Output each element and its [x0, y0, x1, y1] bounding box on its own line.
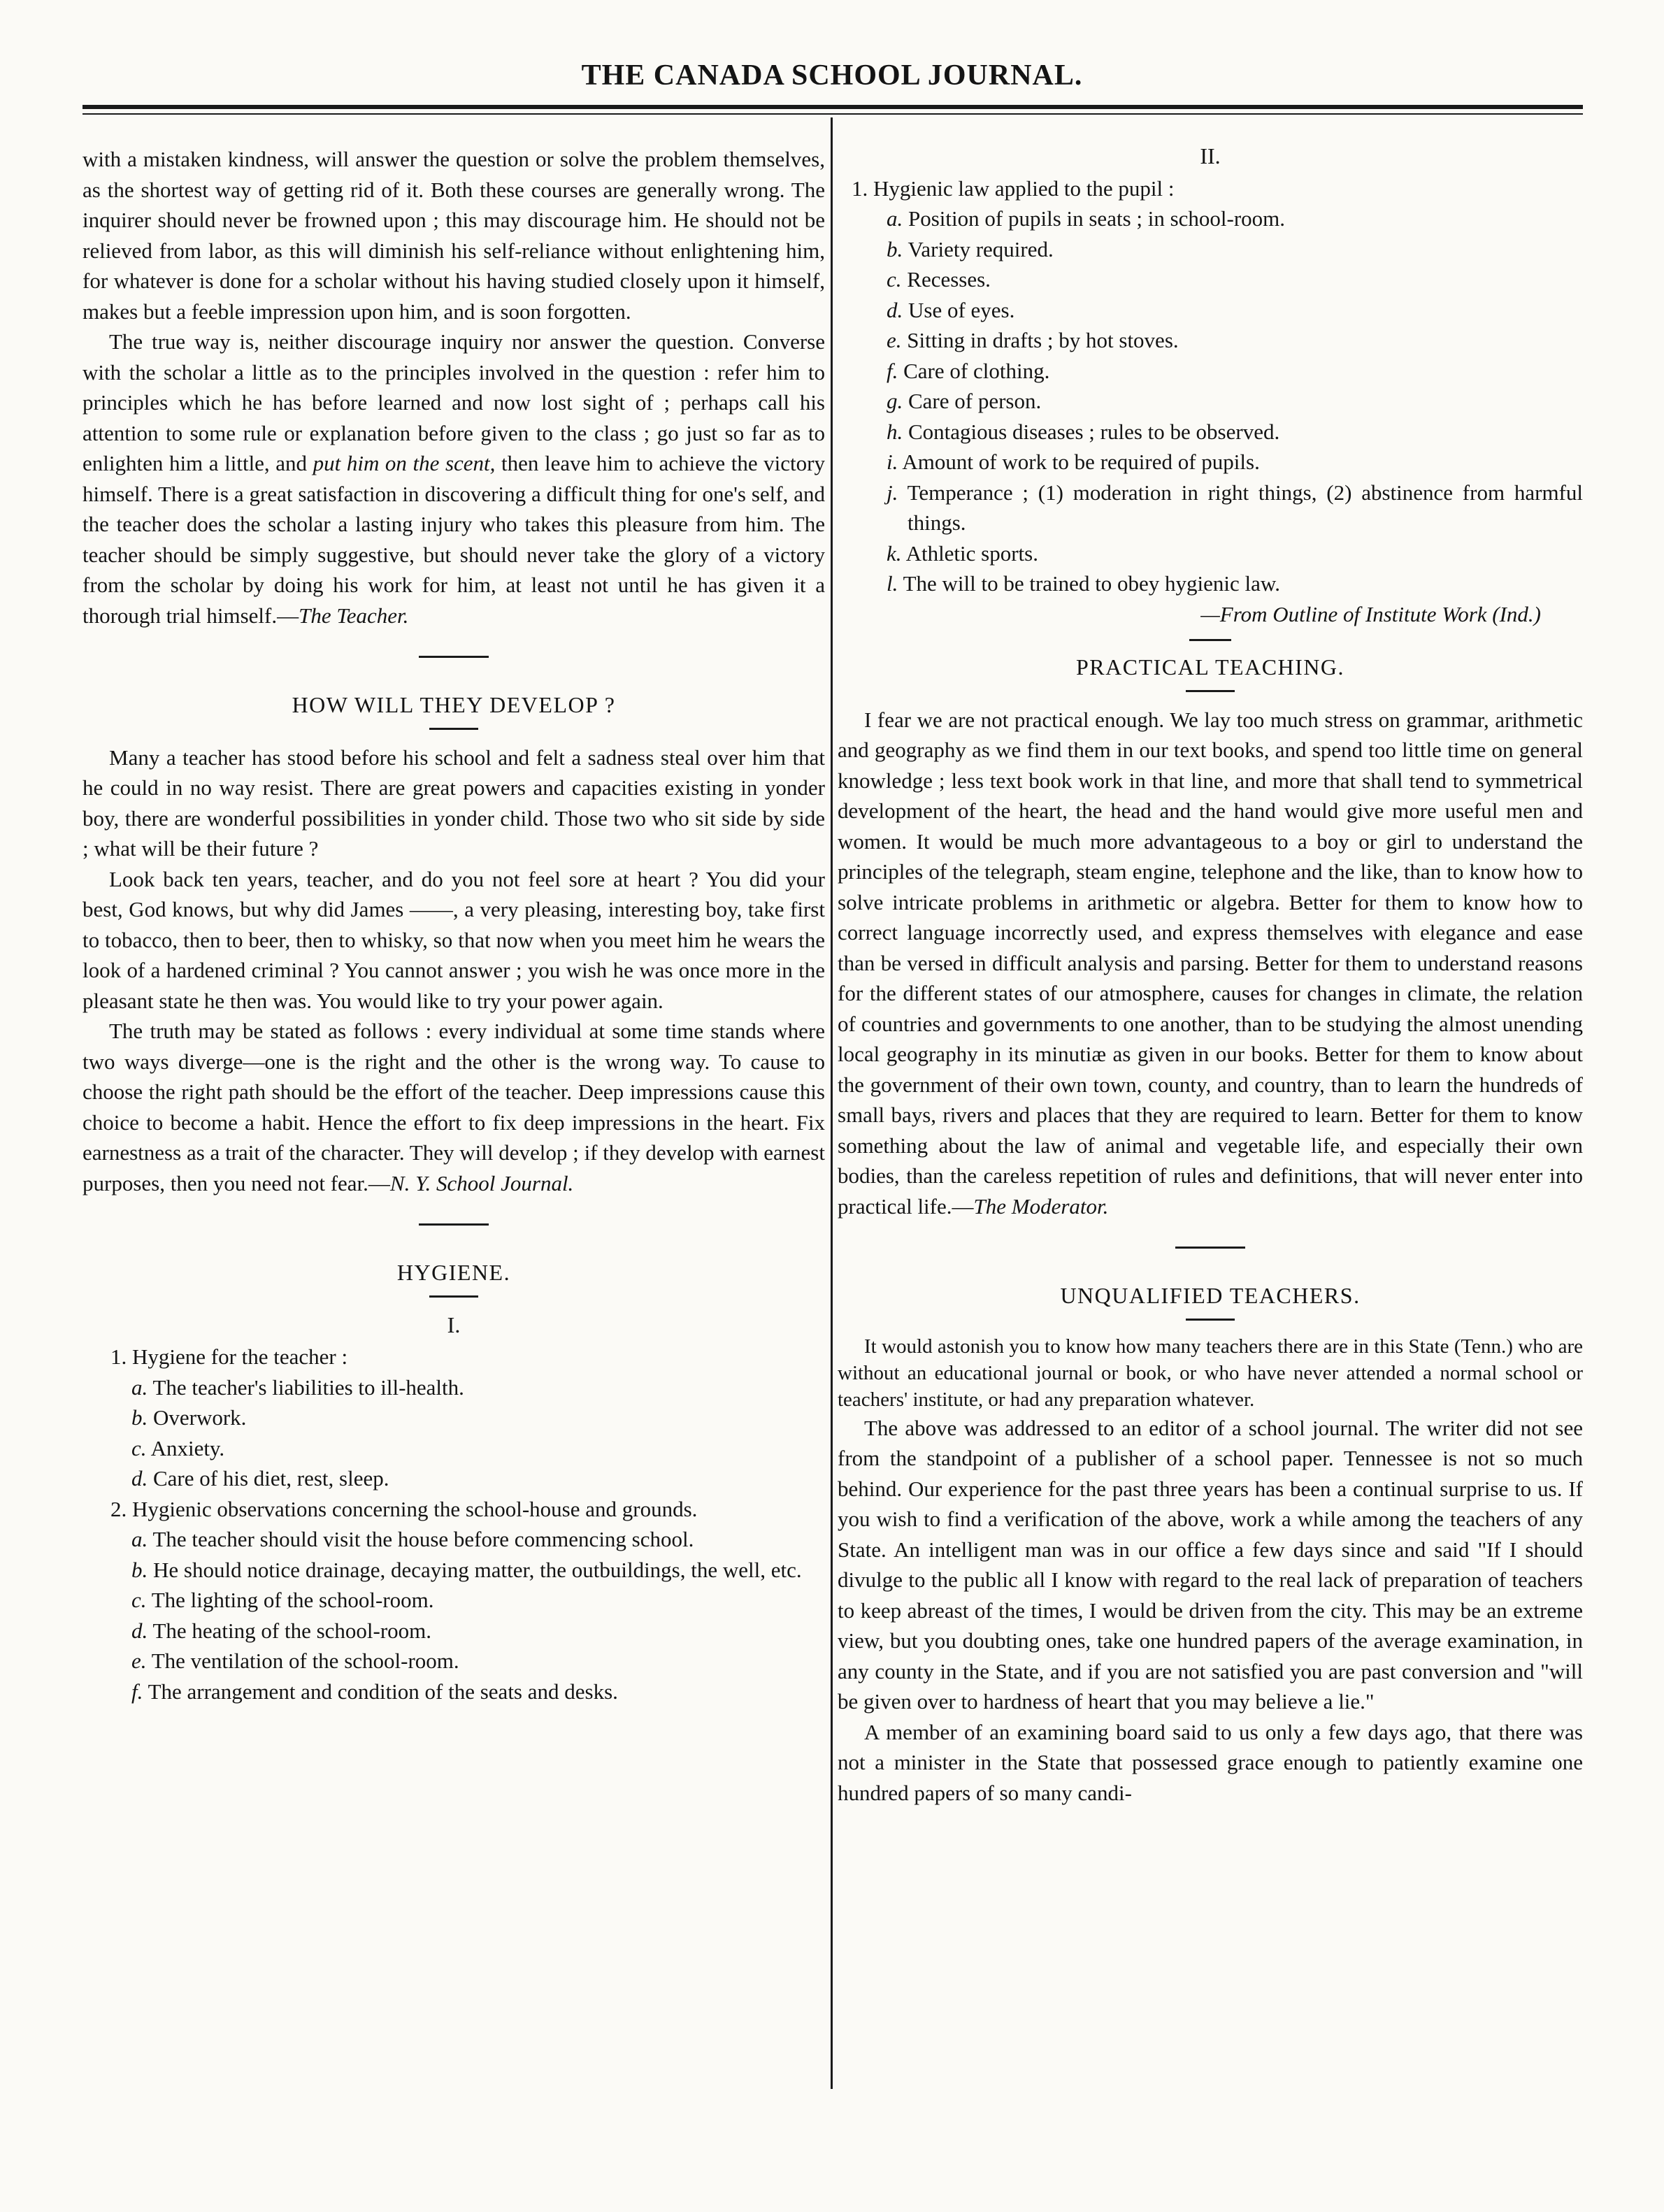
- list-item: a. Position of pupils in seats ; in school-room.: [887, 206, 1286, 231]
- list-item: k. Athletic sports.: [887, 540, 1038, 566]
- unqualified-paragraph: A member of an examining board said to us only a few days ago, that there was not a minister in the State that possessed grace enough to patiently examine one hundred papers of so many candi-: [838, 1719, 1583, 1805]
- heading-rule: [429, 1295, 478, 1298]
- heading-hygiene: HYGIENE.: [396, 1260, 511, 1285]
- section-separator: [1175, 1247, 1245, 1249]
- list-item: e. The ventilation of the school-room.: [131, 1649, 459, 1673]
- section-separator: [1189, 639, 1231, 641]
- list-item: c. Anxiety.: [131, 1435, 225, 1460]
- list-item: i. Amount of work to be required of pupils.: [887, 450, 1260, 474]
- hygiene-item-schoolhouse: 2. Hygienic observations concerning the school-house and grounds.: [110, 1496, 698, 1521]
- list-item: d. Use of eyes.: [887, 297, 1015, 322]
- heading-practical-teaching: PRACTICAL TEACHING.: [1075, 654, 1345, 680]
- list-item: a. The teacher's liabilities to ill-health.: [131, 1374, 464, 1400]
- section-separator: [419, 656, 489, 658]
- list-item: l. The will to be trained to obey hygienic law.: [887, 571, 1281, 596]
- left-column: [83, 144, 825, 1707]
- unqualified-paragraph: The above was addressed to an editor of a school journal. The writer did not see from the standpoint of a publisher of a school paper. Tennessee is not so much behind. Our experience for the past three years has been a continual surprise to us. If you wish to find a verification of the above, work a while among the teachers of any State. An intelligent man was in our office a few days since and said "If I should divulge to the public all I know with regard to the real lack of preparation of teachers to keep abreast of the times, I would be driven from the city. This may be an extreme view, but you doubting ones, take one hundred papers of the average examination, in any county in the State, and if you are not satisfied you are past conversion and "will be given over to hardness of heart that you may believe a lie.": [838, 1415, 1583, 1714]
- heading-rule: [1186, 690, 1235, 692]
- list-item: h. Contagious diseases ; rules to be observed.: [887, 419, 1280, 444]
- header-rule-thin: [83, 113, 1583, 115]
- source-citation: The Moderator.: [973, 1193, 1109, 1219]
- develop-paragraph: The truth may be stated as follows : every individual at some time stands where two ways diverge—one is the right and the other is the wrong way. To cause to choose the right path should be the effort of the teacher. Deep impressions cause this choice to become a habit. Hence the effort to fix deep impressions in the heart. Fix earnestness as a trait of the character. They will develop ; if they develop with earnest purposes, then you need not fear.—N. Y. School Journal.: [83, 1019, 825, 1195]
- header-rule: [83, 105, 1583, 109]
- list-item: c. Recesses.: [887, 267, 991, 292]
- section-numeral-two: II.: [1200, 143, 1221, 168]
- list-item: d. The heating of the school-room.: [131, 1618, 432, 1643]
- list-item: d. Care of his diet, rest, sleep.: [131, 1466, 389, 1491]
- hygiene-schoolhouse-list: [83, 1524, 825, 1707]
- hygiene-item-pupil: 1. Hygienic law applied to the pupil :: [852, 175, 1175, 201]
- heading-how-will-they-develop: HOW WILL THEY DEVELOP ?: [292, 692, 616, 717]
- column-divider: [831, 117, 833, 2089]
- list-item: b. Variety required.: [887, 236, 1054, 261]
- list-item: b. He should notice drainage, decaying matter, the outbuildings, the well, etc.: [131, 1557, 802, 1582]
- practical-paragraph: I fear we are not practical enough. We lay too much stress on grammar, arithmetic and geography as we find them in our text books, and spend too little time on general knowledge ; less text book work in that line, and more that shall tend to symmetrical development of the heart, the head and the hand would give more useful men and women. It would be much more advantageous to a boy or girl to understand the principles of the telegraph, steam engine, telephone and the like, than to know how to solve intricate problems in arithmetic or algebra. Better for them to know how to correct language incorrectly used, and express themselves with elegance and ease than be versed in difficult analysis and parsing. Better for them to understand reasons for the different states of our atmosphere, causes for changes in climate, the relation of countries and governments to one another, than to be studying the almost unending local geography in its minutiæ as given in our books. Better for them to know about the government of their own town, county, and country, than to learn the hundreds of small bays, rivers and places that they are required to learn. Better for them to know something about the law of animal and vegetable life, and especially their own bodies, than the careless repetition of rules and definitions, that will never enter into practical life.—The Moderator.: [838, 707, 1583, 1219]
- hygiene-item-teacher: 1. Hygiene for the teacher :: [110, 1344, 348, 1369]
- source-citation: N. Y. School Journal.: [389, 1170, 574, 1195]
- list-item: g. Care of person.: [887, 389, 1042, 413]
- section-numeral-one: I.: [447, 1312, 461, 1337]
- heading-rule: [1186, 1319, 1235, 1321]
- teacher-article-paragraph: The true way is, neither discourage inquiry nor answer the question. Converse with the scholar a little as to the principles involved in the question : refer him to principles which he has before learned and now lost sight of ; perhaps call his attention to some rule or explanation before given to the class ; go just so far as to enlighten him a little, and put him on the scent, then leave him to achieve the victory himself. There is a great satisfaction in discovering a difficult thing for one's self, and the teacher does the scholar a lasting injury who takes this pleasure from him. The teacher should be simply suggestive, but should never take the glory of a victory from the scholar by doing his work for him, at least not until he has given it a thorough trial himself.—The Teacher.: [83, 329, 825, 628]
- hygiene-pupil-list: [838, 203, 1583, 599]
- list-item: b. Overwork.: [131, 1405, 247, 1430]
- list-item: a. The teacher should visit the house before commencing school.: [131, 1527, 694, 1551]
- list-item: c. The lighting of the school-room.: [131, 1588, 434, 1612]
- list-item: e. Sitting in drafts ; by hot stoves.: [887, 328, 1179, 352]
- hygiene-teacher-list: [83, 1372, 825, 1494]
- list-item: j. Temperance ; (1) moderation in right things, (2) abstinence from harmful things.: [887, 480, 1583, 535]
- unqualified-quote: It would astonish you to know how many teachers there are in this State (Tenn.) who are without an educational journal or book, or who have never attended a normal school or teachers' institute, or had any preparation whatever.: [838, 1335, 1583, 1411]
- develop-paragraph: Look back ten years, teacher, and do you not feel sore at heart ? You did your best, God knows, but why did James ——, a very pleasing, interesting boy, take first to tobacco, then to beer, then to whisky, so that now when you meet him he wears the look of a hardened criminal ? You cannot answer ; you wish he was once more in the pleasant state he then was. You would like to try your power again.: [83, 866, 825, 1013]
- list-item: f. Care of clothing.: [887, 358, 1050, 383]
- section-separator: [419, 1223, 489, 1226]
- source-citation: —From Outline of Institute Work (Ind.): [1200, 601, 1541, 626]
- develop-paragraph: Many a teacher has stood before his school and felt a sadness steal over him that he could in no way resist. There are great powers and capacities existing in yonder boy, there are wonderful possibilities in yonder child. Those two who sit side by side ; what will be their future ?: [83, 745, 825, 861]
- masthead: THE CANADA SCHOOL JOURNAL.: [581, 59, 1083, 92]
- right-column: [838, 144, 1583, 1808]
- heading-rule: [429, 728, 478, 730]
- teacher-article-continued: with a mistaken kindness, will answer the question or solve the problem themselves, as the shortest way of getting rid of it. Both these courses are generally wrong. The inquirer should never be frowned upon ; this may discourage him. He should not be relieved from labor, as this will diminish his self-reliance without enlightening him, for whatever is done for a scholar without his having studied closely upon it himself, makes but a feeble impression upon him, and is soon forgotten.: [83, 147, 825, 324]
- source-citation: The Teacher.: [299, 603, 409, 628]
- heading-unqualified-teachers: UNQUALIFIED TEACHERS.: [1060, 1283, 1361, 1308]
- list-item: f. The arrangement and condition of the seats and desks.: [131, 1679, 618, 1704]
